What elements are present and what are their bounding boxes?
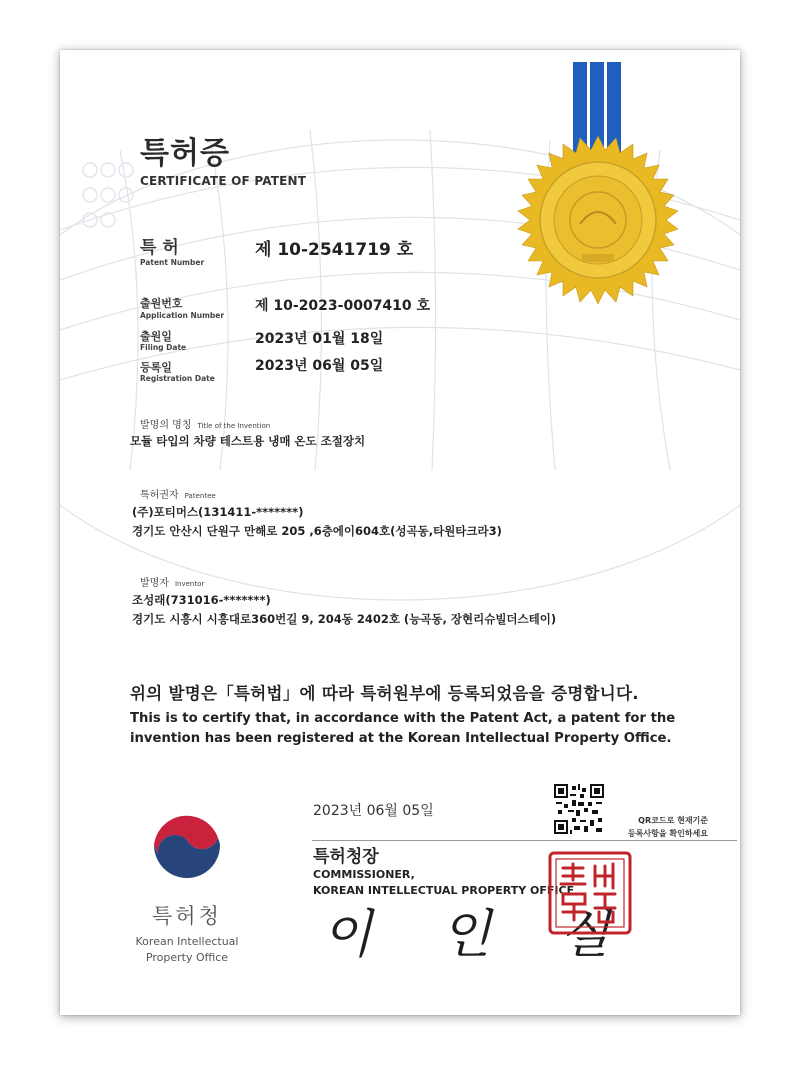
invention-label-ko: 발명의 명칭 xyxy=(140,420,192,431)
certificate-title-korean: 특허증 xyxy=(140,136,230,171)
certificate-title-english: CERTIFICATE OF PATENT xyxy=(140,174,307,188)
application-number-label-en: Application Number xyxy=(140,311,225,320)
kipo-taegeuk-logo-icon xyxy=(144,802,230,888)
patentee-label-ko: 특허권자 xyxy=(140,490,179,501)
application-number-value: 제 10-2023-0007410 호 xyxy=(255,298,431,314)
registration-date-value: 2023년 06월 05일 xyxy=(255,358,384,374)
invention-label-en: Title of the Invention xyxy=(197,422,271,430)
patent-number-value: 제 10-2541719 호 xyxy=(255,240,414,260)
qr-code-icon[interactable] xyxy=(554,784,604,834)
kipo-name-english-line1: Korean Intellectual xyxy=(135,935,239,948)
official-red-seal-icon xyxy=(547,850,633,936)
commissioner-title-english-line1: COMMISSIONER, xyxy=(313,868,415,881)
kipo-name-korean: 특허청 xyxy=(152,904,222,928)
inventor-name: 조성래(731016-*******) xyxy=(132,593,271,607)
patentee-label xyxy=(140,486,216,501)
patentee-name: (주)포티머스(131411-*******) xyxy=(132,505,304,519)
registration-date-label-ko: 등록일 xyxy=(140,361,172,374)
kipo-name-english-line2: Property Office xyxy=(145,951,229,964)
filing-date-value: 2023년 01월 18일 xyxy=(255,331,384,347)
kipo-name-english xyxy=(122,934,252,966)
issue-date: 2023년 06월 05일 xyxy=(313,803,434,819)
qr-note-line2: 등록사항을 확인하세요 xyxy=(627,829,708,838)
certification-statement-korean: 위의 발명은「특허법」에 따라 특허원부에 등록되었음을 증명합니다. xyxy=(130,684,639,703)
commissioner-title-english-line2: KOREAN INTELLECTUAL PROPERTY OFFICE xyxy=(313,884,575,897)
certification-statement-english-line2: invention has been registered at the Korean Intellectual Property Office. xyxy=(130,731,672,746)
inventor-address: 경기도 시흥시 시흥대로360번길 9, 204동 2402호 (능곡동, 장현리슈빌더스테이) xyxy=(132,612,557,626)
qr-note-line1: QR코드로 현재기준 xyxy=(638,816,708,825)
commissioner-signature: 이 인 실 xyxy=(322,905,636,965)
registration-date-label-en: Registration Date xyxy=(140,374,215,383)
inventor-label-en: Inventor xyxy=(174,580,205,588)
commissioner-title-korean: 특허청장 xyxy=(313,847,379,867)
invention-title-value: 모듈 타입의 차량 테스트용 냉매 온도 조절장치 xyxy=(130,434,366,448)
filing-date-label-ko: 출원일 xyxy=(140,330,172,343)
certificate-sheet xyxy=(60,50,740,1015)
gold-seal-medal-icon xyxy=(510,62,690,317)
patent-number-label-ko: 특 허 xyxy=(140,238,179,258)
patent-number-label-en: Patent Number xyxy=(140,258,205,267)
qr-note xyxy=(608,814,708,840)
signature-divider xyxy=(312,840,737,841)
patentee-label-en: Patentee xyxy=(184,492,216,500)
inventor-label-ko: 발명자 xyxy=(140,578,169,589)
inventor-label xyxy=(140,574,204,589)
patentee-address: 경기도 안산시 단원구 만해로 205 ,6층에이604호(성곡동,타원타크라3) xyxy=(132,524,502,538)
invention-title-label xyxy=(140,416,270,431)
application-number-label-ko: 출원번호 xyxy=(140,297,183,310)
certification-statement-english-line1: This is to certify that, in accordance with the Patent Act, a patent for the xyxy=(130,711,676,726)
filing-date-label-en: Filing Date xyxy=(140,343,187,352)
